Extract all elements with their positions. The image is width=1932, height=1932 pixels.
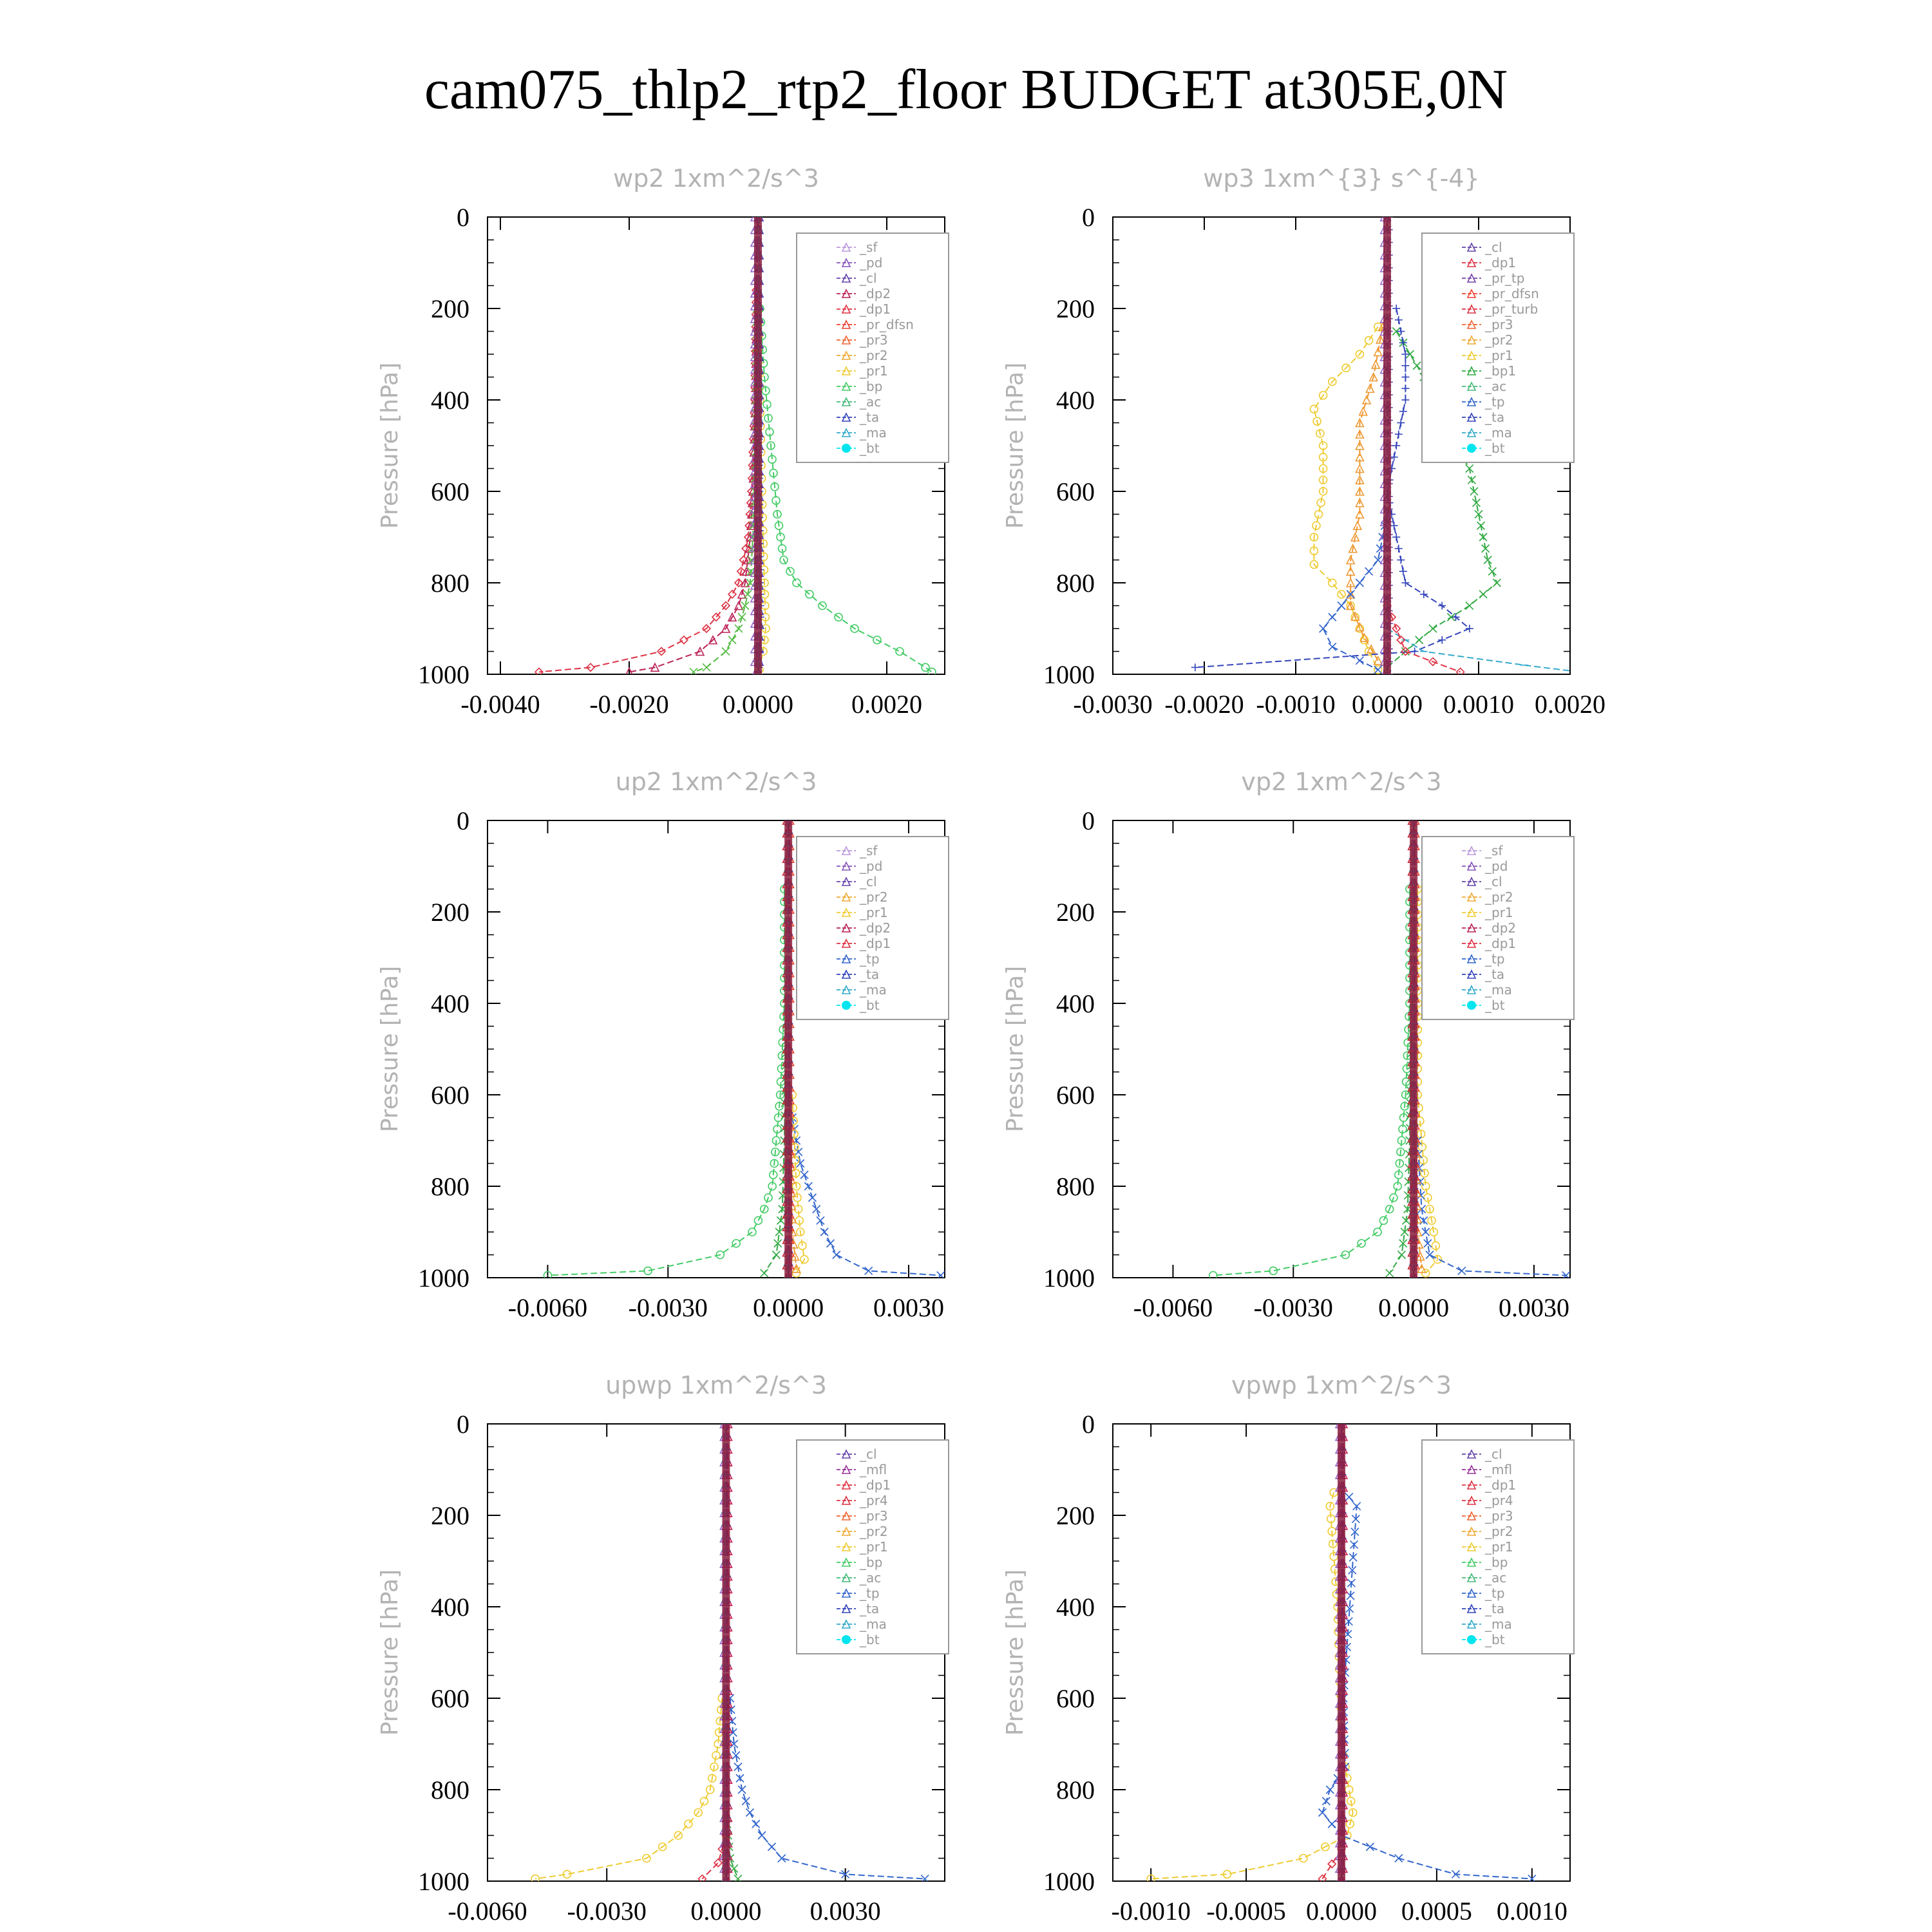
legend: [797, 1440, 949, 1654]
x-tick-label: -0.0030: [1253, 1293, 1333, 1322]
legend-entry: _bt: [1485, 998, 1505, 1013]
y-tick-label: 800: [1056, 1776, 1095, 1804]
legend-entry: _ac: [860, 394, 882, 410]
legend-entry: _ta: [1485, 967, 1505, 982]
series-markers-_tp: [726, 1694, 929, 1882]
legend-entry: _tp: [1485, 951, 1505, 967]
legend-entry: _bt: [1485, 440, 1505, 456]
y-tick-label: 200: [1056, 898, 1095, 927]
legend-entry: _pr_dfsn: [860, 317, 914, 332]
series-line-_pr1: [1151, 1493, 1353, 1879]
legend-entry: _dp1: [1485, 1477, 1517, 1493]
y-tick-label: 400: [1056, 989, 1095, 1018]
y-tick-label: 1000: [418, 1867, 469, 1896]
y-tick-label: 400: [431, 1593, 469, 1622]
y-axis-label: Pressure [hPa]: [377, 1569, 403, 1736]
x-tick-label: 0.0020: [1535, 690, 1605, 719]
series-markers-_dp1: [535, 287, 760, 676]
legend-entry: _ma: [860, 982, 887, 998]
legend-entry: _sf: [1485, 843, 1503, 858]
legend-entry: _ac: [1485, 379, 1507, 394]
series-line-_tp: [730, 1698, 925, 1879]
y-tick-label: 800: [431, 569, 469, 598]
legend-entry: _ma: [1485, 982, 1512, 998]
legend-entry: _bp: [860, 1555, 883, 1570]
legend: [1422, 233, 1574, 462]
y-tick-label: 400: [1056, 1593, 1095, 1622]
y-axis-label: Pressure [hPa]: [1002, 965, 1028, 1133]
legend-entry: _dp2: [860, 920, 891, 936]
series-line-_dp1: [1213, 889, 1410, 1276]
x-tick-label: 0.0010: [1496, 1897, 1567, 1926]
x-tick-label: -0.0020: [1164, 690, 1244, 719]
y-tick-label: 400: [431, 386, 469, 415]
legend-entry: _pr2: [1485, 332, 1513, 348]
series-markers-_ma: [1383, 629, 1583, 672]
legend: [797, 837, 949, 1019]
legend-entry: _dp2: [1485, 920, 1517, 936]
legend-entry: _pr4: [860, 1493, 888, 1508]
x-tick-label: 0.0000: [690, 1897, 762, 1926]
legend-entry: _bp1: [1485, 363, 1517, 379]
legend-entry: _cl: [860, 1446, 877, 1462]
panel-6: [1002, 1371, 1574, 1926]
series-line-_tp: [1417, 1141, 1566, 1275]
panel-title: vpwp 1xm^2/s^3: [1231, 1371, 1452, 1399]
x-tick-label: -0.0010: [1111, 1897, 1191, 1926]
y-tick-label: 0: [1082, 1410, 1095, 1439]
x-tick-label: -0.0030: [1073, 690, 1153, 719]
y-axis-label: Pressure [hPa]: [1002, 1569, 1028, 1736]
x-tick-label: 0.0020: [851, 690, 922, 719]
x-tick-label: -0.0030: [567, 1897, 647, 1926]
legend-entry: _dp1: [1485, 936, 1517, 951]
series-line-_dp1: [547, 889, 784, 1276]
legend-entry: _pr1: [860, 905, 888, 920]
y-tick-label: 800: [431, 1172, 469, 1201]
overlap-center-bar: [1383, 217, 1391, 674]
series-markers-_pr1: [1147, 1489, 1357, 1883]
series-line-_dp2: [629, 290, 757, 672]
legend-entry: _ma: [860, 425, 887, 440]
x-tick-label: 0.0000: [1306, 1897, 1377, 1926]
series-line-_pr1: [1314, 327, 1378, 670]
series-line-_tp: [792, 1118, 940, 1276]
x-tick-label: -0.0060: [507, 1293, 588, 1322]
y-tick-label: 0: [457, 806, 469, 835]
legend-entry: _pr1: [1485, 905, 1513, 920]
series-line-_pr1: [694, 308, 757, 672]
legend: [1422, 1440, 1574, 1654]
legend-entry: _pr2: [1485, 889, 1513, 905]
x-tick-label: 0.0000: [723, 690, 793, 719]
y-tick-label: 400: [431, 989, 469, 1018]
y-tick-label: 600: [431, 1684, 469, 1713]
y-tick-label: 800: [431, 1776, 469, 1804]
legend-entry: _ta: [860, 1601, 880, 1616]
legend-entry: _pr3: [1485, 1508, 1513, 1524]
legend-entry: _dp1: [1485, 255, 1517, 270]
legend-entry: _pr1: [1485, 1539, 1513, 1555]
y-tick-label: 200: [431, 1501, 469, 1530]
y-tick-label: 400: [1056, 386, 1095, 415]
series-markers-_tp: [1320, 511, 1391, 674]
legend-entry: _ta: [860, 410, 880, 425]
y-tick-label: 0: [457, 203, 469, 232]
legend-entry: _ma: [860, 1616, 887, 1632]
x-tick-label: -0.0010: [1256, 690, 1336, 719]
series-markers-_dp1: [544, 886, 788, 1280]
legend-entry: _pr2: [860, 889, 888, 905]
panel-1: [377, 164, 949, 719]
overlap-center-bar: [754, 217, 762, 674]
y-tick-label: 600: [1056, 1684, 1095, 1713]
legend-entry: _bp: [860, 379, 883, 394]
y-tick-label: 1000: [1043, 660, 1095, 689]
legend-entry: _pr1: [860, 363, 888, 379]
y-tick-label: 200: [431, 898, 469, 927]
series-line-_dp1: [539, 290, 756, 672]
x-tick-label: -0.0030: [628, 1293, 708, 1322]
legend-entry: _pd: [860, 858, 883, 874]
panel-5: [377, 1371, 949, 1926]
legend-entry: _pr1: [860, 1539, 888, 1555]
x-tick-label: -0.0020: [589, 690, 669, 719]
x-tick-label: -0.0060: [1133, 1293, 1213, 1322]
legend-entry: _pr3: [1485, 317, 1513, 332]
legend: [797, 233, 949, 462]
y-tick-label: 800: [1056, 1172, 1095, 1201]
legend-entry: _ac: [1485, 1570, 1507, 1586]
panel-3: [377, 768, 949, 1322]
legend-entry: _cl: [1485, 1446, 1502, 1462]
legend-entry: _mfl: [860, 1462, 887, 1477]
legend-entry: _pr3: [860, 1508, 888, 1524]
legend-entry: _bt: [860, 440, 880, 456]
panel-title: wp2 1xm^2/s^3: [613, 164, 819, 193]
overlap-center-bar: [784, 820, 792, 1278]
series-markers-_pr1: [690, 305, 761, 676]
legend-entry: _bp: [1485, 1555, 1508, 1570]
legend-entry: _ta: [860, 967, 880, 982]
x-tick-label: 0.0030: [873, 1293, 944, 1322]
legend-entry: _pr_dfsn: [1485, 286, 1539, 301]
y-tick-label: 600: [431, 1081, 469, 1110]
y-tick-label: 1000: [1043, 1264, 1095, 1293]
y-tick-label: 0: [1082, 806, 1095, 835]
x-tick-label: 0.0030: [1498, 1293, 1569, 1322]
x-tick-label: -0.0040: [460, 690, 540, 719]
overlap-center-bar: [1338, 1424, 1345, 1881]
legend-entry: _ta: [1485, 1601, 1505, 1616]
series-markers-_tp: [788, 1114, 944, 1280]
legend-entry: _pr2: [860, 1524, 888, 1539]
legend-entry: _bt: [860, 998, 880, 1013]
series-markers-_pr2: [1347, 323, 1387, 664]
legend-entry: _bt: [1485, 1632, 1505, 1647]
figure-title: cam075_thlp2_rtp2_floor BUDGET at305E,0N: [424, 59, 1508, 121]
legend-entry: _pr1: [1485, 348, 1513, 363]
panel-2: [1002, 164, 1605, 719]
series-markers-_dp1: [1209, 886, 1414, 1280]
legend-entry: _pr_tp: [1485, 270, 1525, 286]
legend-entry: _tp: [860, 951, 880, 967]
legend-entry: _cl: [860, 270, 877, 286]
panel-title: wp3 1xm^{3} s^{-4}: [1203, 164, 1480, 193]
panel-title: vp2 1xm^2/s^3: [1241, 768, 1442, 796]
legend-entry: _dp1: [860, 936, 891, 951]
legend-entry: _ac: [860, 1570, 882, 1586]
y-tick-label: 600: [1056, 477, 1095, 506]
legend-entry: _ma: [1485, 1616, 1512, 1632]
legend-entry: _sf: [860, 843, 878, 858]
y-axis-label: Pressure [hPa]: [1002, 362, 1028, 529]
y-tick-label: 200: [1056, 1501, 1095, 1530]
series-line-_pr2: [1350, 327, 1383, 660]
legend-entry: _ta: [1485, 410, 1505, 425]
x-tick-label: 0.0030: [810, 1897, 881, 1926]
legend-entry: _tp: [860, 1586, 880, 1601]
legend-entry: _bt: [860, 1632, 880, 1647]
x-tick-label: 0.0000: [1378, 1293, 1450, 1322]
legend-entry: _dp1: [860, 1477, 891, 1493]
y-axis-label: Pressure [hPa]: [377, 362, 403, 529]
legend-entry: _pr4: [1485, 1493, 1513, 1508]
x-tick-label: 0.0005: [1401, 1897, 1472, 1926]
series-markers-_pr1: [1310, 323, 1381, 674]
y-tick-label: 600: [1056, 1081, 1095, 1110]
legend-entry: _sf: [860, 240, 878, 255]
x-tick-label: 0.0000: [1352, 690, 1423, 719]
y-tick-label: 800: [1056, 569, 1095, 598]
legend-entry: _pr_turb: [1485, 301, 1539, 317]
legend-entry: _pr2: [860, 348, 888, 363]
series-markers-_pr_dfsn: [1383, 602, 1464, 676]
series-line-_pr1: [535, 1698, 722, 1879]
panel-4: [1002, 768, 1574, 1322]
y-tick-label: 200: [1056, 294, 1095, 323]
panel-title: upwp 1xm^2/s^3: [605, 1371, 827, 1399]
legend-entry: _dp2: [860, 286, 891, 301]
y-tick-label: 200: [431, 294, 469, 323]
x-tick-label: 0.0010: [1443, 690, 1514, 719]
legend-entry: _ma: [1485, 425, 1512, 440]
y-tick-label: 0: [457, 1410, 469, 1439]
legend: [1422, 837, 1574, 1019]
legend-entry: _pr2: [1485, 1524, 1513, 1539]
series-markers-_pr1: [531, 1694, 726, 1882]
legend-entry: _dp1: [860, 301, 891, 317]
legend-entry: _pd: [1485, 858, 1508, 874]
x-tick-label: -0.0060: [448, 1897, 527, 1926]
overlap-center-bar: [1410, 820, 1417, 1278]
legend-entry: _pd: [860, 255, 883, 270]
legend-entry: _cl: [1485, 240, 1502, 255]
y-axis-label: Pressure [hPa]: [377, 965, 403, 1133]
y-tick-label: 600: [431, 477, 469, 506]
y-tick-label: 0: [1082, 203, 1095, 232]
y-tick-label: 1000: [418, 660, 469, 689]
y-tick-label: 1000: [1043, 1867, 1095, 1896]
x-tick-label: 0.0000: [753, 1293, 824, 1322]
panel-title: up2 1xm^2/s^3: [615, 768, 817, 796]
legend-entry: _tp: [1485, 394, 1505, 410]
legend-entry: _cl: [860, 874, 877, 889]
legend-entry: _tp: [1485, 1586, 1505, 1601]
x-tick-label: -0.0005: [1206, 1897, 1286, 1926]
legend-entry: _pr3: [860, 332, 888, 348]
series-markers-_dp2: [625, 287, 761, 676]
overlap-center-bar: [722, 1424, 730, 1881]
legend-entry: _mfl: [1485, 1462, 1513, 1477]
legend-entry: _cl: [1485, 874, 1502, 889]
y-tick-label: 1000: [418, 1264, 469, 1293]
